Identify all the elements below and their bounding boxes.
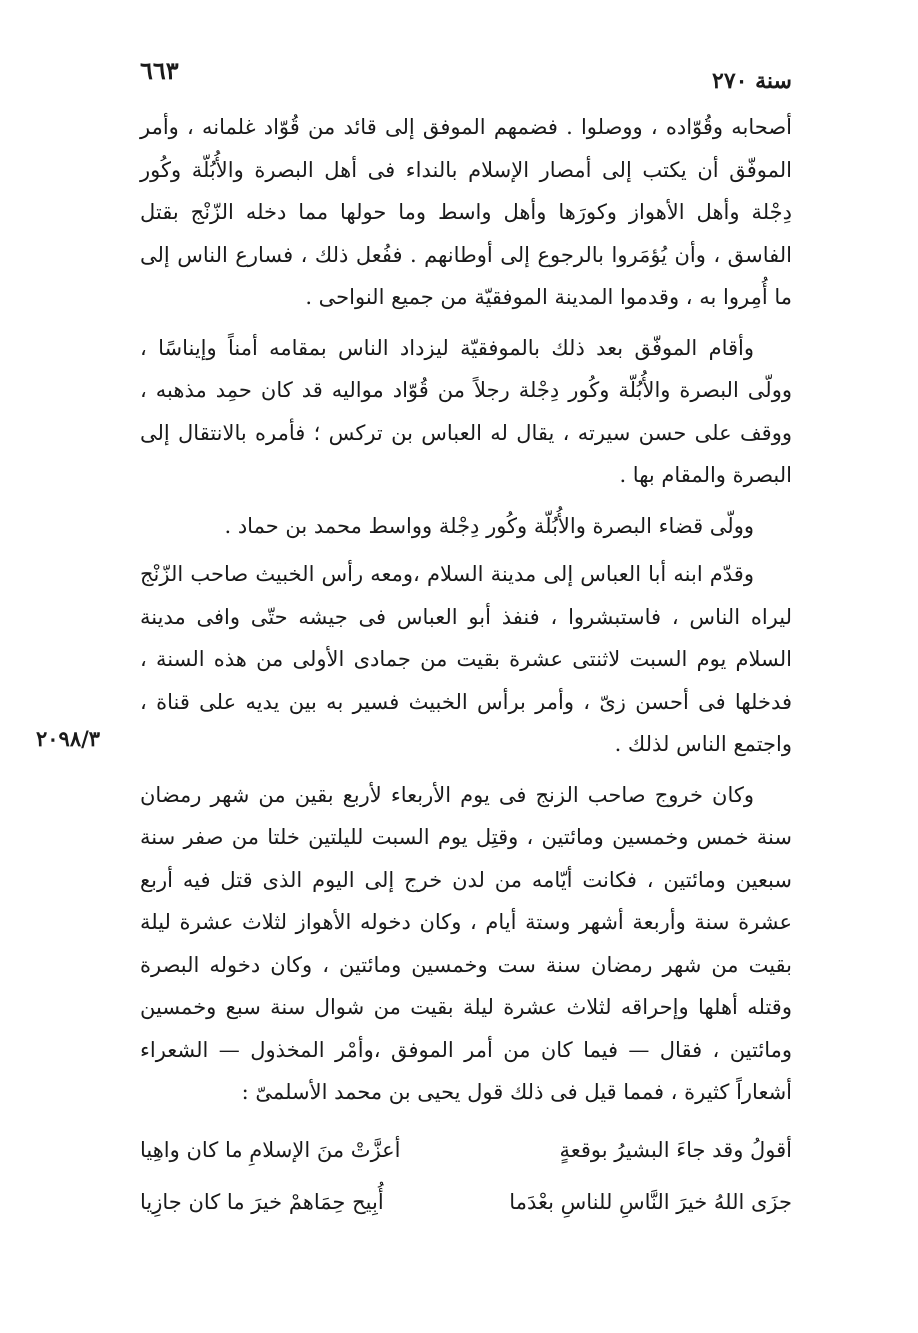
poem-verse [140, 1138, 792, 1190]
page-number: ٦٦٣ [140, 56, 179, 85]
paragraph: وقدّم ابنه أبا العباس إلى مدينة السلام ،ومعه رأس الخبيث صاحب الزّنْج ليراه الناس ، فاستبشروا ، فنفذ أبو العباس فى جيشه حتّى وافى مدينة السلام يوم السبت لاثنتى عشرة بقيت من جمادى الأولى من هذه السنة ، فدخلها فى أحسن زىّ ، وأمر برأس الخبيث فسير به بين يديه على قناة ، واجتمع الناس لذلك . [140, 562, 792, 756]
poem-second-hemistich: أُبِيح حِمَاهمْ خيرَ ما كان جازِيا [140, 1190, 384, 1214]
paragraph: وولّى قضاء البصرة والأُبُلّة وكُور دِجْلة وواسط محمد بن حماد . [224, 513, 754, 538]
running-head: سنة ٢٧٠ [712, 68, 792, 94]
poem [140, 1138, 792, 1242]
poem-second-hemistich: أعزَّتْ منَ الإسلامِ ما كان واهِيا [140, 1138, 401, 1162]
body-text [140, 106, 792, 1122]
page-header [140, 56, 792, 96]
paragraph: أصحابه وقُوّاده ، ووصلوا . فضمهم الموفق إلى قائد من قُوّاد غلمانه ، وأمر الموفّق أن يكتب إلى أمصار الإسلام بالنداء فى أهل البصرة والأُبُلّة وكُور دِجْلة وأهل الأهواز وكورَها وأهل واسط وما حولها مما دخله الزّنْج بقتل الفاسق ، وأن يُؤمَروا بالرجوع إلى أوطانهم . ففُعل ذلك ، فسارع الناس إلى ما أُمِروا به ، وقدموا المدينة الموفقيّة من جميع النواحى . [140, 115, 792, 309]
paragraph: وأقام الموفّق بعد ذلك بالموفقيّة ليزداد الناس بمقامه أمناً وإيناسًا ، وولّى البصرة والأُبُلّة وكُور دِجْلة رجلاً من قُوّاد مواليه قد كان حمِد مذهبه ، ووقف على حسن سيرته ، يقال له العباس بن تركس ؛ فأمره بالانتقال إلى البصرة والمقام بها . [140, 335, 792, 487]
poem-first-hemistich: أقولُ وقد جاءَ البشيرُ بوقعةٍ [559, 1138, 792, 1162]
margin-reference: ٢٠٩٨/٣ [36, 726, 101, 751]
poem-verse [140, 1190, 792, 1242]
paragraph: وكان خروج صاحب الزنج فى يوم الأربعاء لأربع بقين من شهر رمضان سنة خمس وخمسين ومائتين ، وقتِل يوم السبت لليلتين خلتا من صفر سنة سبعين ومائتين ، فكانت أيّامه من لدن خرج إلى اليوم الذى قتل فيه أربع عشرة سنة وأربعة أشهر وستة أيام ، وكان دخوله الأهواز لثلاث عشرة ليلة بقيت من شهر رمضان سنة ست وخمسين ومائتين ، وكان دخوله البصرة وقتله أهلها وإحراقه لثلاث عشرة ليلة بقيت من شوال سنة سبع وخمسين ومائتين ، فقال — فيما كان من أمر الموفق ،وأمْر المخذول — الشعراء أشعاراً كثيرة ، فمما قيل فى ذلك قول يحيى بن محمد الأسلمىّ : [140, 782, 792, 1104]
poem-first-hemistich: جزَى اللهُ خيرَ النَّاسِ للناسِ بعْدَما [509, 1190, 792, 1214]
